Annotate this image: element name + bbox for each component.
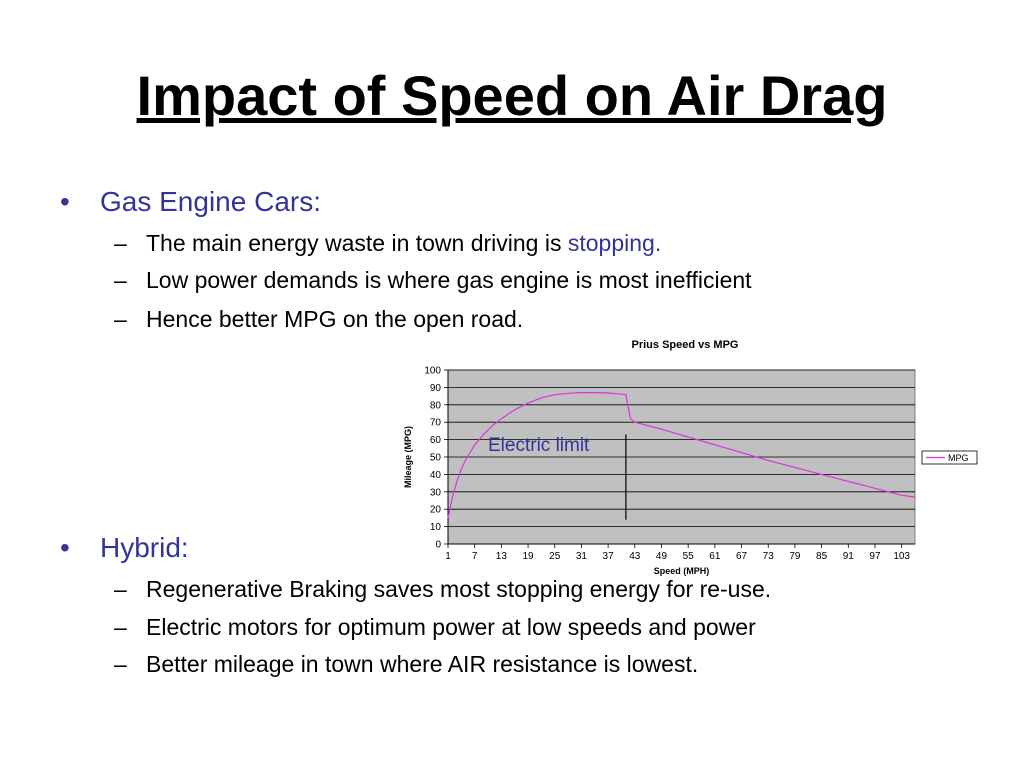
sub-bullet-highlight: stopping. xyxy=(567,230,662,256)
x-tick-label: 25 xyxy=(549,551,561,562)
y-tick-label: 10 xyxy=(429,522,441,534)
sub-bullet-text: Low power demands is where gas engine is most inefficient xyxy=(146,267,752,293)
sub-bullet-text: Hence better MPG on the open road. xyxy=(146,306,524,332)
sub-bullet-dash: – xyxy=(114,651,127,677)
sub-bullet-text: Regenerative Braking saves most stopping energy for re-use. xyxy=(146,576,772,602)
x-tick-label: 103 xyxy=(893,551,911,562)
x-tick-label: 61 xyxy=(709,551,721,562)
legend-label: MPG xyxy=(948,453,969,463)
y-tick-label: 60 xyxy=(429,435,441,447)
bullet-gas-engine-cars xyxy=(60,186,321,218)
y-tick-label: 50 xyxy=(429,452,441,464)
x-tick-label: 37 xyxy=(602,551,614,562)
x-tick-label: 67 xyxy=(735,551,748,562)
bullet-dot: • xyxy=(60,532,70,563)
x-tick-label: 91 xyxy=(842,551,854,562)
sub-bullet-text: Electric motors for optimum power at low speeds and power xyxy=(146,614,756,640)
x-tick-label: 55 xyxy=(682,551,694,562)
y-tick-label: 70 xyxy=(429,417,441,429)
y-axis-title: Mileage (MPG) xyxy=(403,425,413,489)
y-tick-label: 0 xyxy=(435,539,441,551)
y-tick-label: 90 xyxy=(429,382,441,394)
chart-title: Prius Speed vs MPG xyxy=(631,339,739,351)
y-tick-label: 80 xyxy=(429,400,441,412)
y-tick-label: 30 xyxy=(429,487,441,499)
x-tick-label: 31 xyxy=(575,551,587,562)
slide-title: Impact of Speed on Air Drag xyxy=(136,64,888,127)
sub-bullet xyxy=(114,613,756,641)
sub-bullet-dash: – xyxy=(114,306,127,332)
bullet-heading: Hybrid: xyxy=(100,532,189,563)
x-tick-label: 73 xyxy=(762,551,774,562)
x-tick-label: 85 xyxy=(816,551,828,562)
x-tick-label: 49 xyxy=(655,551,668,562)
x-tick-label: 43 xyxy=(629,551,641,562)
x-tick-label: 7 xyxy=(471,551,478,562)
sub-bullet-dash: – xyxy=(114,230,127,256)
bullet-heading: Gas Engine Cars: xyxy=(100,186,321,217)
x-tick-label: 97 xyxy=(869,551,881,562)
sub-bullet-dash: – xyxy=(114,576,127,602)
electric-limit-label: Electric limit xyxy=(488,435,590,456)
sub-bullet-dash: – xyxy=(114,267,127,293)
sub-bullet xyxy=(114,650,698,678)
bullet-hybrid xyxy=(60,532,189,564)
x-tick-label: 13 xyxy=(495,551,507,562)
x-tick-label: 79 xyxy=(789,551,801,562)
y-tick-label: 100 xyxy=(424,365,441,377)
sub-bullet xyxy=(114,305,523,333)
x-axis-title: Speed (MPH) xyxy=(653,566,710,576)
y-tick-label: 20 xyxy=(429,504,441,516)
sub-bullet xyxy=(114,229,661,257)
y-tick-label: 40 xyxy=(429,469,441,481)
x-tick-label: 19 xyxy=(522,551,534,562)
sub-bullet xyxy=(114,575,771,603)
sub-bullet-dash: – xyxy=(114,614,127,640)
prius-speed-mpg-chart xyxy=(395,333,985,578)
sub-bullet-text: Better mileage in town where AIR resistance is lowest. xyxy=(146,651,699,677)
sub-bullet-text: The main energy waste in town driving is xyxy=(146,230,568,256)
sub-bullet xyxy=(114,266,752,294)
x-tick-label: 1 xyxy=(445,551,451,562)
bullet-dot: • xyxy=(60,186,70,217)
